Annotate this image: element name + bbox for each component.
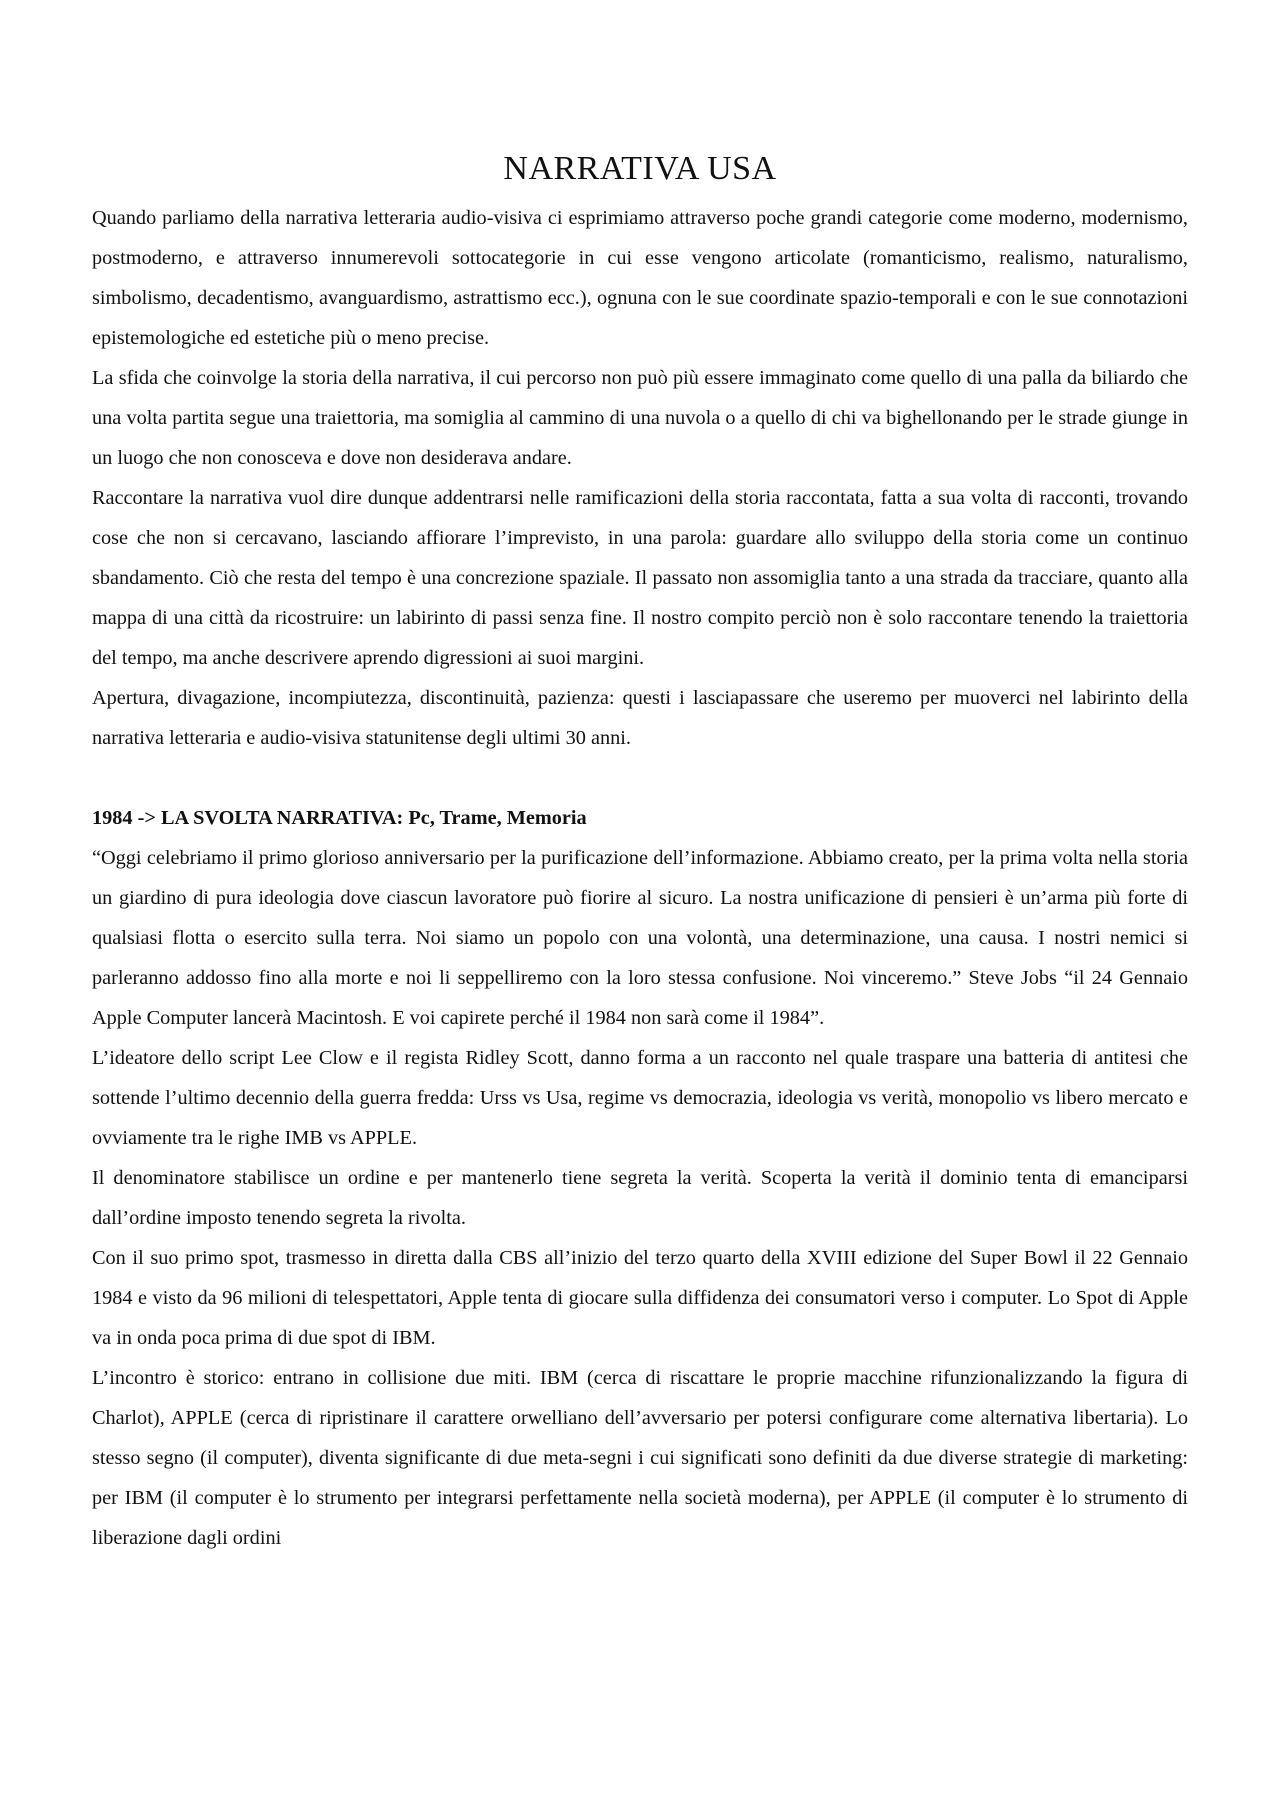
intro-paragraph-3: Raccontare la narrativa vuol dire dunque addentrarsi nelle ramificazioni della storia raccontata, fatta a sua volta di racconti, trovando cose che non si cercavano, lasciando affiorare l’imprevisto, in una parola: guardare allo sviluppo della storia come un continuo sbandamento. Ciò che resta del tempo è una concrezione spaziale. Il passato non assomiglia tanto a una strada da tracciare, quanto alla mappa di una città da ricostruire: un labirinto di passi senza fine. Il nostro compito perciò non è solo raccontare tenendo la traiettoria del tempo, ma anche descrivere aprendo digressioni ai suoi margini. <box>92 487 1188 669</box>
section-paragraph-3: Il denominatore stabilisce un ordine e per mantenerlo tiene segreta la verità. Scoperta la verità il dominio tenta di emanciparsi dall’ordine imposto tenendo segreta la rivolta. <box>92 1167 1188 1229</box>
intro-paragraph-2: La sfida che coinvolge la storia della narrativa, il cui percorso non può più essere immaginato come quello di una palla da biliardo che una volta partita segue una traiettoria, ma somiglia al cammino di una nuvola o a quello di chi va bighellonando per le strade giunge in un luogo che non conosceva e dove non desiderava andare. <box>92 367 1188 469</box>
intro-paragraph-4: Apertura, divagazione, incompiutezza, discontinuità, pazienza: questi i lasciapassare che useremo per muoverci nel labirinto della narrativa letteraria e audio-visiva statunitense degli ultimi 30 anni. <box>92 687 1188 749</box>
section-paragraph-1: “Oggi celebriamo il primo glorioso anniversario per la purificazione dell’informazione. Abbiamo creato, per la prima volta nella storia un giardino di pura ideologia dove ciascun lavoratore può fiorire al sicuro. La nostra unificazione di pensieri è un’arma più forte di qualsiasi flotta o esercito sulla terra. Noi siamo un popolo con una volontà, una determinazione, una causa. I nostri nemici si parleranno addosso fino alla morte e noi li seppelliremo con la loro stessa confusione. Noi vinceremo.” Steve Jobs “il 24 Gennaio Apple Computer lancerà Macintosh. E voi capirete perché il 1984 non sarà come il 1984”. <box>92 847 1188 1029</box>
section-paragraph-2: L’ideatore dello script Lee Clow e il regista Ridley Scott, danno forma a un racconto nel quale traspare una batteria di antitesi che sottende l’ultimo decennio della guerra fredda: Urss vs Usa, regime vs democrazia, ideologia vs verità, monopolio vs libero mercato e ovviamente tra le righe IMB vs APPLE. <box>92 1047 1188 1149</box>
section-heading: 1984 -> LA SVOLTA NARRATIVA: Pc, Trame, Memoria <box>92 807 587 829</box>
section-spacer <box>92 758 1188 798</box>
section-paragraph-5: L’incontro è storico: entrano in collisione due miti. IBM (cerca di riscattare le proprie macchine rifunzionalizzando la figura di Charlot), APPLE (cerca di ripristinare il carattere orwelliano dell’avversario per potersi configurare come alternativa libertaria). Lo stesso segno (il computer), diventa significante di due meta-segni i cui significati sono definiti da due diverse strategie di marketing: per IBM (il computer è lo strumento per integrarsi perfettamente nella società moderna), per APPLE (il computer è lo strumento di liberazione dagli ordini <box>92 1367 1188 1549</box>
section-1984 <box>92 798 1188 1558</box>
intro-section <box>92 198 1188 758</box>
page-title: NARRATIVA USA <box>503 150 777 187</box>
intro-paragraph-1: Quando parliamo della narrativa letteraria audio-visiva ci esprimiamo attraverso poche grandi categorie come moderno, modernismo, postmoderno, e attraverso innumerevoli sottocategorie in cui esse vengono articolate (romanticismo, realismo, naturalismo, simbolismo, decadentismo, avanguardismo, astrattismo ecc.), ognuna con le sue coordinate spazio-temporali e con le sue connotazioni epistemologiche ed estetiche più o meno precise. <box>92 207 1188 349</box>
section-paragraph-4: Con il suo primo spot, trasmesso in diretta dalla CBS all’inizio del terzo quarto della XVIII edizione del Super Bowl il 22 Gennaio 1984 e visto da 96 milioni di telespettatori, Apple tenta di giocare sulla diffidenza dei consumatori verso i computer. Lo Spot di Apple va in onda poca prima di due spot di IBM. <box>92 1247 1188 1349</box>
